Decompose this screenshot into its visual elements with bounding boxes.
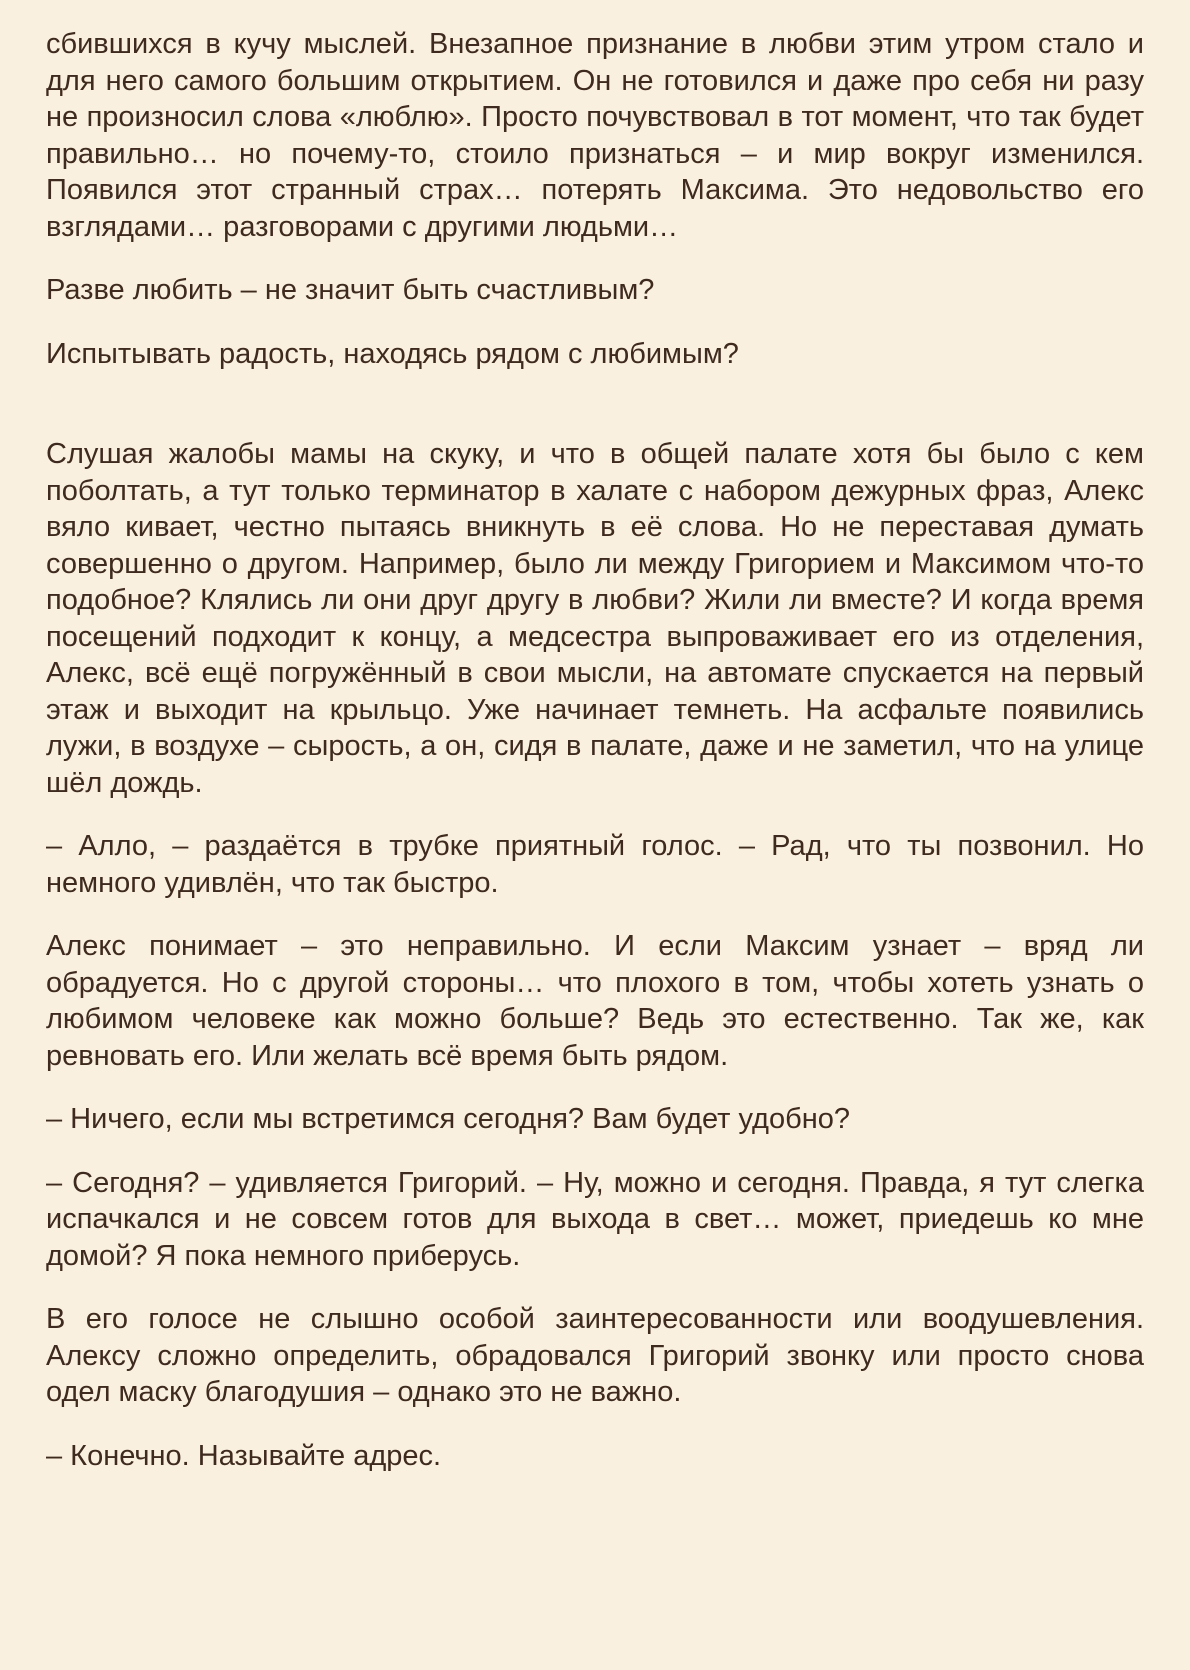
document-page [46, 26, 1144, 1474]
paragraph-1: сбившихся в кучу мыслей. Внезапное признание в любви этим утром стало и для него самого большим открытием. Он не готовился и даже про себя ни разу не произносил слова «люблю». Просто почувствовал в тот момент, что так будет правильно… но почему-то, стоило признаться – и мир вокруг изменился. Появился этот странный страх… потерять Максима. Это недовольство его взглядами… разговорами с другими людьми… [46, 28, 1144, 243]
paragraph-2: Разве любить – не значит быть счастливым? [46, 274, 655, 306]
paragraph-6: Алекс понимает – это неправильно. И если Максим узнает – вряд ли обрадуется. Но с другой стороны… что плохого в том, чтобы хотеть узнать о любимом человеке как можно больше? Ведь это естественно. Так же, как ревновать его. Или желать всё время быть рядом. [46, 930, 1144, 1072]
paragraph-4: Слушая жалобы мамы на скуку, и что в общей палате хотя бы было с кем поболтать, а тут только терминатор в халате с набором дежурных фраз, Алекс вяло кивает, честно пытаясь вникнуть в её слова. Но не переставая думать совершенно о другом. Например, было ли между Григорием и Максимом что-то подобное? Клялись ли они друг другу в любви? Жили ли вместе? И когда время посещений подходит к концу, а медсестра выпроваживает его из отделения, Алекс, всё ещё погружённый в свои мысли, на автомате спускается на первый этаж и выходит на крыльцо. Уже начинает темнеть. На асфальте появились лужи, в воздухе – сырость, а он, сидя в палате, даже и не заметил, что на улице шёл дождь. [46, 438, 1144, 799]
paragraph-7: – Ничего, если мы встретимся сегодня? Вам будет удобно? [46, 1103, 850, 1135]
paragraph-10: – Конечно. Называйте адрес. [46, 1439, 442, 1472]
paragraph-8: – Сегодня? – удивляется Григорий. – Ну, можно и сегодня. Правда, я тут слегка испачкался и не совсем готов для выхода в свет… может, приедешь ко мне домой? Я пока немного приберусь. [46, 1166, 1144, 1272]
paragraph-9: В его голосе не слышно особой заинтересованности или воодушевления. Алексу сложно определить, обрадовался Григорий звонку или просто снова одел маску благодушия – однако это не важно. [46, 1303, 1144, 1408]
paragraph-5: – Алло, – раздаётся в трубке приятный голос. – Рад, что ты позвонил. Но немного удивлён, что так быстро. [46, 830, 1144, 899]
paragraph-3: Испытывать радость, находясь рядом с любимым? [46, 337, 739, 370]
